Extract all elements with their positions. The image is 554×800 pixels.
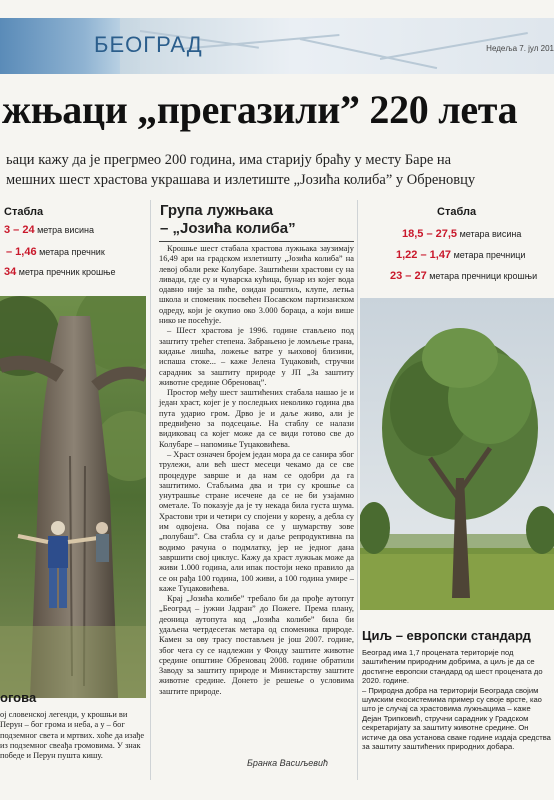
legend-box-title: огова bbox=[0, 690, 37, 705]
legend-box-text: ој словенској легенди, у крошњи ви Перун – бог грома и неба, а у – бог подземног света и мртвих. хоће да изађе из подземног свеађа громовима. У знак победе и Перун пушта кишу. bbox=[0, 710, 145, 761]
oak-tree-illustration-left bbox=[0, 296, 146, 698]
header-band bbox=[0, 18, 554, 74]
column-divider-right bbox=[357, 200, 358, 780]
stats-left-title: Стабла bbox=[4, 206, 44, 218]
author-signature: Бранка Васиљевић bbox=[247, 758, 328, 768]
stats-left-diameter-value: – 1,46 bbox=[6, 246, 37, 258]
article-title bbox=[160, 202, 296, 238]
stats-left-crown-value: 34 bbox=[4, 266, 17, 278]
headline: жњаци „прегазили” 220 лета bbox=[2, 87, 518, 132]
article-title-line-1: Група лужњака bbox=[160, 202, 274, 219]
stats-left-height-label: метра висина bbox=[37, 225, 94, 235]
stats-left-diameter-label: метара пречник bbox=[39, 247, 105, 257]
article-paragraph: Крошње шест стабала храстова лужњака заузимају 16,49 ари на градском излетишту „Јозића колиба” на левој обали реке Колубаре. Заштићени храстови су на ливади, где су и чуварска кућица, бунар из којег вода одавно није за пиће, озидан роштиљ, клупе, летња школа и споменик посвећен Посавском партизанском одреду, који је окупио око 3.000 бораца, а који више нико не посећује. bbox=[159, 244, 354, 326]
standard-box-paragraph-1: Београд има 1,7 процената територије под заштићеним природним добрима, а циљ је да се достигне европски стандард од шест процената до 2020. године. bbox=[362, 648, 543, 686]
column-divider-left bbox=[150, 200, 151, 780]
stats-left-height bbox=[4, 224, 94, 236]
section-title: БЕОГРАД bbox=[94, 32, 203, 57]
subheadline bbox=[6, 150, 475, 190]
stats-left-crown bbox=[4, 266, 116, 278]
stats-right-crown-label: метара пречници крошњи bbox=[429, 271, 538, 281]
oak-tree-illustration-right bbox=[360, 298, 554, 610]
article-paragraph: Простор међу шест заштићених стабала нашао је и један храст, којег је у последњих неколико година два пута ударио гром. Дрво је и даље живо, али је предвиђено за подсецање. На стаблу се налази видиковац са којег може да се види готово све до Колубаре – напомиње Туцаковићева. bbox=[159, 388, 354, 449]
stats-right-diameter-label: метара пречници bbox=[453, 250, 526, 260]
stats-left-diameter bbox=[6, 246, 105, 258]
oak-tree-photo-left bbox=[0, 296, 146, 698]
stats-right-height bbox=[402, 228, 521, 240]
article-title-line-2: – „Јозића колиба” bbox=[160, 220, 296, 237]
stats-right-height-value: 18,5 – 27,5 bbox=[402, 228, 458, 240]
subheadline-line-1: ьаци кажу да је прегрмео 200 година, има старију браћу у месту Баре на bbox=[6, 152, 452, 168]
standard-box-text bbox=[362, 648, 552, 751]
issue-date: Недеља 7. јул 201 bbox=[486, 44, 554, 53]
stats-left-crown-label: метра пречник крошње bbox=[18, 267, 116, 277]
stats-right-diameter-value: 1,22 – 1,47 bbox=[396, 249, 452, 261]
stats-right-height-label: метара висина bbox=[459, 229, 522, 239]
article-body bbox=[159, 244, 354, 697]
stats-right-title: Стабла bbox=[437, 206, 477, 218]
article-paragraph: Крај „Јозића колибе” требало би да прође аутопут „Београд – јужни Јадран” до Пожеге. Према плану, деоница аутопута код „Јозића колибе” била би удаљена четрдесетак метара од споменика природе. Камен за ову трасу постављен је још 2007. године, због чега су се надлежни у Фонду заштите животне средине општине Обреновац 2008. године обратили Заводу за заштиту природе и Министарству заштите животне средине. Донето је решење о условима заштите природе. bbox=[159, 594, 354, 696]
subheadline-line-2: мешних шест храстова украшава и излетиште „Јозића колиба” у Обреновцу bbox=[6, 172, 476, 188]
article-paragraph: – Шест храстова је 1996. године стављено под заштиту трећег степена. Забрањено је ломљење грана, кидање лишћа, ложење ватре у њиховој близини, испаша стоке... – каже Јелена Туцаковић, стручни сарадник за заштиту природе у ЈП „За заштиту животне средине Обреновац”. bbox=[159, 326, 354, 387]
standard-box-title: Циљ – европски стандард bbox=[362, 628, 531, 643]
stats-right-crown bbox=[390, 270, 537, 282]
oak-tree-photo-right bbox=[360, 298, 554, 610]
stats-right-diameter bbox=[396, 249, 525, 261]
stats-right-crown-value: 23 – 27 bbox=[390, 270, 427, 282]
article-paragraph: – Храст означен бројем један мора да се санира због трулежи, али већ шест месеци чекамо да се све процедуре заврше и да нам се одобри да га заштитимо. Стабљима два и три су крошње са унутрашње стране исечене да се не би узајамно ометале. То показује да је ту некада била густа шума. Храстови три и четири су спојени у корену, а дебла су им одвојена. Ова појава се у шумарству зове „полубаш”. Сва стабла су и даље репродуктивна па водимо рачуна о подмлатку, јер не једног дана завршити свој циклус. Кажу да храст лужњак може да живи 1.000 година, али ипак постоји неко правило да се он рађа 100 година, 100 живи, а 100 година умире – каже Туцаковићева. bbox=[159, 449, 355, 593]
standard-box-paragraph-2: – Природна добра на територији Београда својим шумским екосистемима пример су своје врсте, као што је случај са храстовима лужњацима – каже Дејан Трипковић, стручни сарадник у Градском секретаријату за заштиту животне средине. Он истиче да ова установа сваке године издаја средства за заштиту заштићених природних добара. bbox=[362, 685, 551, 752]
article-title-rule bbox=[159, 241, 354, 242]
stats-left-height-value: 3 – 24 bbox=[4, 224, 35, 236]
